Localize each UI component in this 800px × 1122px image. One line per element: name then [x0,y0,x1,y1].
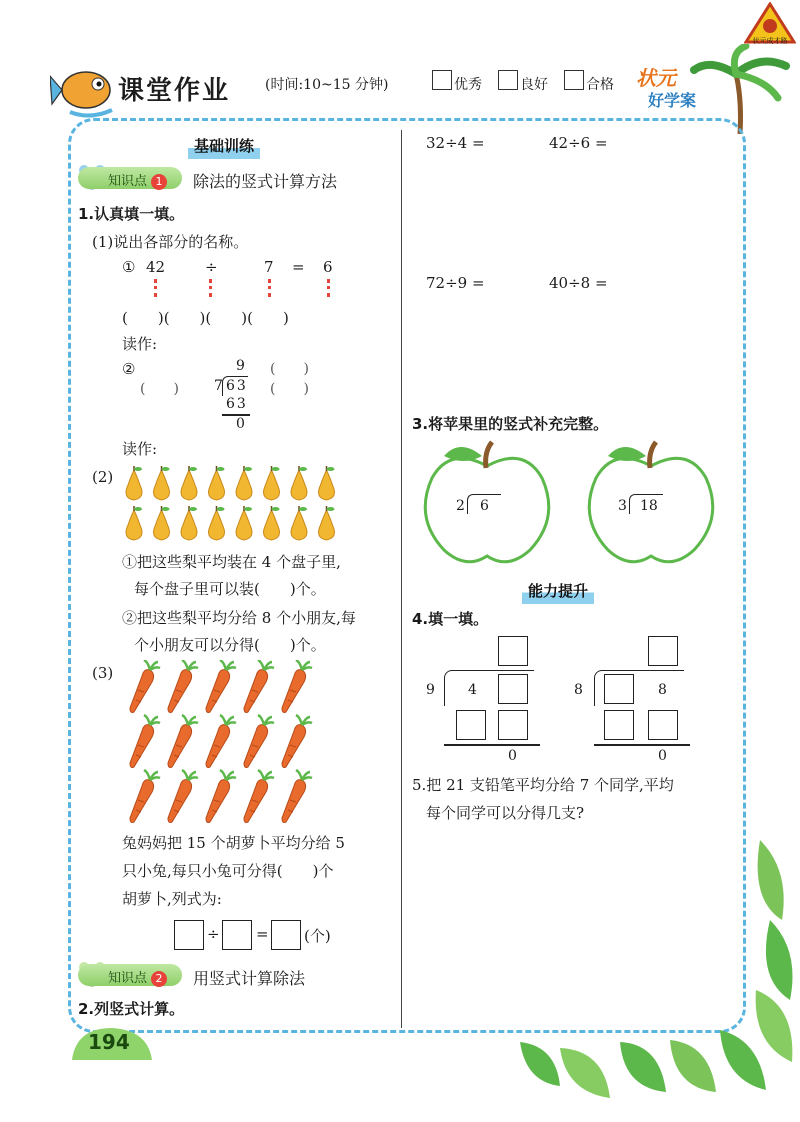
q5-line2: 每个同学可以分得几支? [426,804,585,822]
calc-32-div-4: 32÷4 = [426,134,485,152]
brand-subtitle: 好学案 [648,91,697,110]
equation-box-equals: = [256,925,269,943]
pears-svg [122,465,352,545]
kp2-title: 用竖式计算除法 [193,969,306,988]
pointer-dots [154,279,157,297]
q1-part3-label: (3) [92,664,114,682]
ld-dividend: 63 [226,378,248,394]
ld-divisor-blank[interactable]: ( ) [140,381,179,397]
equation-dividend: 42 [146,258,166,276]
ld-quotient: 9 [236,358,245,374]
pear-icon [209,506,225,540]
kp1-title: 除法的竖式计算方法 [193,172,338,191]
carrot-question-line2[interactable]: 只小兔,每只小兔可分得( )个 [122,862,334,880]
carrots-svg [126,660,326,830]
pointer-dots [209,279,212,297]
q1-part1-title: (1)说出各部分的名称。 [92,233,249,251]
fill1-dividend-box[interactable] [498,674,528,704]
pear-icon [291,506,307,540]
fill1-zero: 0 [508,748,517,764]
fill1-quotient-box[interactable] [498,636,528,666]
pear-icon [236,506,252,540]
carrot-icon [130,660,160,713]
grade-checkbox-good[interactable] [498,70,518,90]
fill2-dividend-box[interactable] [604,674,634,704]
pear-icon [264,466,280,500]
fill1-line [444,744,540,746]
carrot-icon [168,770,198,823]
pear-icon [264,506,280,540]
pear-icon [154,466,170,500]
carrot-icon [168,715,198,768]
carrot-icon [206,770,236,823]
fill-division-1 [420,636,540,766]
q3-title: 3.将苹果里的竖式补充完整。 [412,415,609,433]
fill1-product-box-2[interactable] [498,710,528,740]
ld-remainder: 0 [236,416,245,432]
apple1-divisor: 2 [456,498,465,514]
pear-icon [236,466,252,500]
apple1-dividend: 6 [480,498,489,514]
fill2-divisor: 8 [574,682,583,698]
fill1-divisor: 9 [426,682,435,698]
pear-question-2b[interactable]: 个小朋友可以分得( )个。 [134,636,326,654]
equation-box-divide: ÷ [207,925,220,943]
brand-name: 状元 [636,66,676,90]
publisher-logo-text: 状元成才路 [752,37,788,45]
kp2-number: 2 [151,971,167,987]
fill1-product-box-1[interactable] [456,710,486,740]
ld-divisor: 7 [214,378,223,394]
ld-product: 63 [226,396,248,412]
fill1-digit: 4 [468,682,477,698]
pear-icon [209,466,225,500]
equation-divisor: 7 [264,258,274,276]
calc-40-div-8: 40÷8 = [549,274,608,292]
equation-marker-2: ② [122,360,136,378]
equation-box-dividend[interactable] [174,920,204,950]
carrot-icon [130,715,160,768]
apple2-divisor: 3 [618,498,627,514]
section-ability-improvement: 能力提升 [522,579,594,604]
apple2-dividend: 18 [640,498,658,514]
read-as-label-1: 读作: [122,335,158,353]
fill2-product-box-2[interactable] [648,710,678,740]
fill2-line [594,744,690,746]
carrot-icon [130,770,160,823]
q1-part2-label: (2) [92,468,114,486]
calc-42-div-6: 42÷6 = [549,134,608,152]
carrot-icon [244,770,274,823]
pointer-dots [268,279,271,297]
page-number: 194 [88,1030,130,1054]
pear-icon [319,466,335,500]
grade-label-pass: 合格 [586,77,614,93]
pear-icon [319,506,335,540]
carrot-question-line1: 兔妈妈把 15 个胡萝卜平均分给 5 [122,834,345,852]
grade-label-good: 良好 [520,77,548,93]
section-basic-training: 基础训练 [188,134,260,159]
pointer-dots [327,279,330,297]
pear-question-1a: ①把这些梨平均装在 4 个盘子里, [122,553,341,571]
calc-72-div-9: 72÷9 = [426,274,485,292]
carrot-icon [282,770,312,823]
equation-quotient: 6 [323,258,333,276]
long-division-example [140,356,340,436]
fill2-zero: 0 [658,748,667,764]
equation-equals: = [292,258,305,276]
q5-line1: 5.把 21 支铅笔平均分给 7 个同学,平均 [412,776,674,794]
equation-divide-sign: ÷ [205,258,218,276]
fill-division-2 [570,636,690,766]
grade-checkbox-pass[interactable] [564,70,584,90]
grade-label-excellent: 优秀 [454,77,482,93]
pear-question-1b[interactable]: 每个盘子里可以装( )个。 [134,580,326,598]
carrot-icon [244,660,274,713]
ld-dividend-blank[interactable]: ( ) [270,381,309,397]
q2-title: 2.列竖式计算。 [78,1000,185,1018]
fill2-product-box-1[interactable] [604,710,634,740]
carrots-illustration [126,660,326,830]
pear-icon [181,466,197,500]
page-title: 课堂作业 [118,76,231,106]
carrot-question-line3: 胡萝卜,列式为: [122,890,222,908]
carrot-icon [206,660,236,713]
equation-box-result[interactable] [271,920,301,950]
equation-box-divisor[interactable] [222,920,252,950]
name-blanks-row[interactable]: ( )( )( )( ) [122,309,289,327]
read-as-label-2: 读作: [122,440,158,458]
kp1-label: 知识点 [108,174,148,189]
time-note: (时间:10~15 分钟) [265,77,389,93]
pear-icon [291,466,307,500]
pear-icon [181,506,197,540]
ld-quotient-blank[interactable]: ( ) [270,361,309,377]
carrot-icon [282,715,312,768]
pears-illustration [122,465,352,545]
q4-title: 4.填一填。 [412,610,489,628]
carrot-icon [206,715,236,768]
pear-question-2a: ②把这些梨平均分给 8 个小朋友,每 [122,609,356,627]
kp2-label: 知识点 [108,971,148,986]
fish-mascot-icon [50,62,120,120]
carrot-icon [282,660,312,713]
q1-title: 1.认真填一填。 [78,205,185,223]
grade-checkbox-excellent[interactable] [432,70,452,90]
carrot-icon [244,715,274,768]
pear-icon [126,506,142,540]
kp1-number: 1 [151,174,167,190]
equation-unit: (个) [304,927,331,945]
fill2-quotient-box[interactable] [648,636,678,666]
carrot-icon [168,660,198,713]
fill2-digit: 8 [658,682,667,698]
pear-icon [126,466,142,500]
pear-icon [154,506,170,540]
column-divider [401,130,402,1028]
equation-marker-1: ① [122,258,136,276]
